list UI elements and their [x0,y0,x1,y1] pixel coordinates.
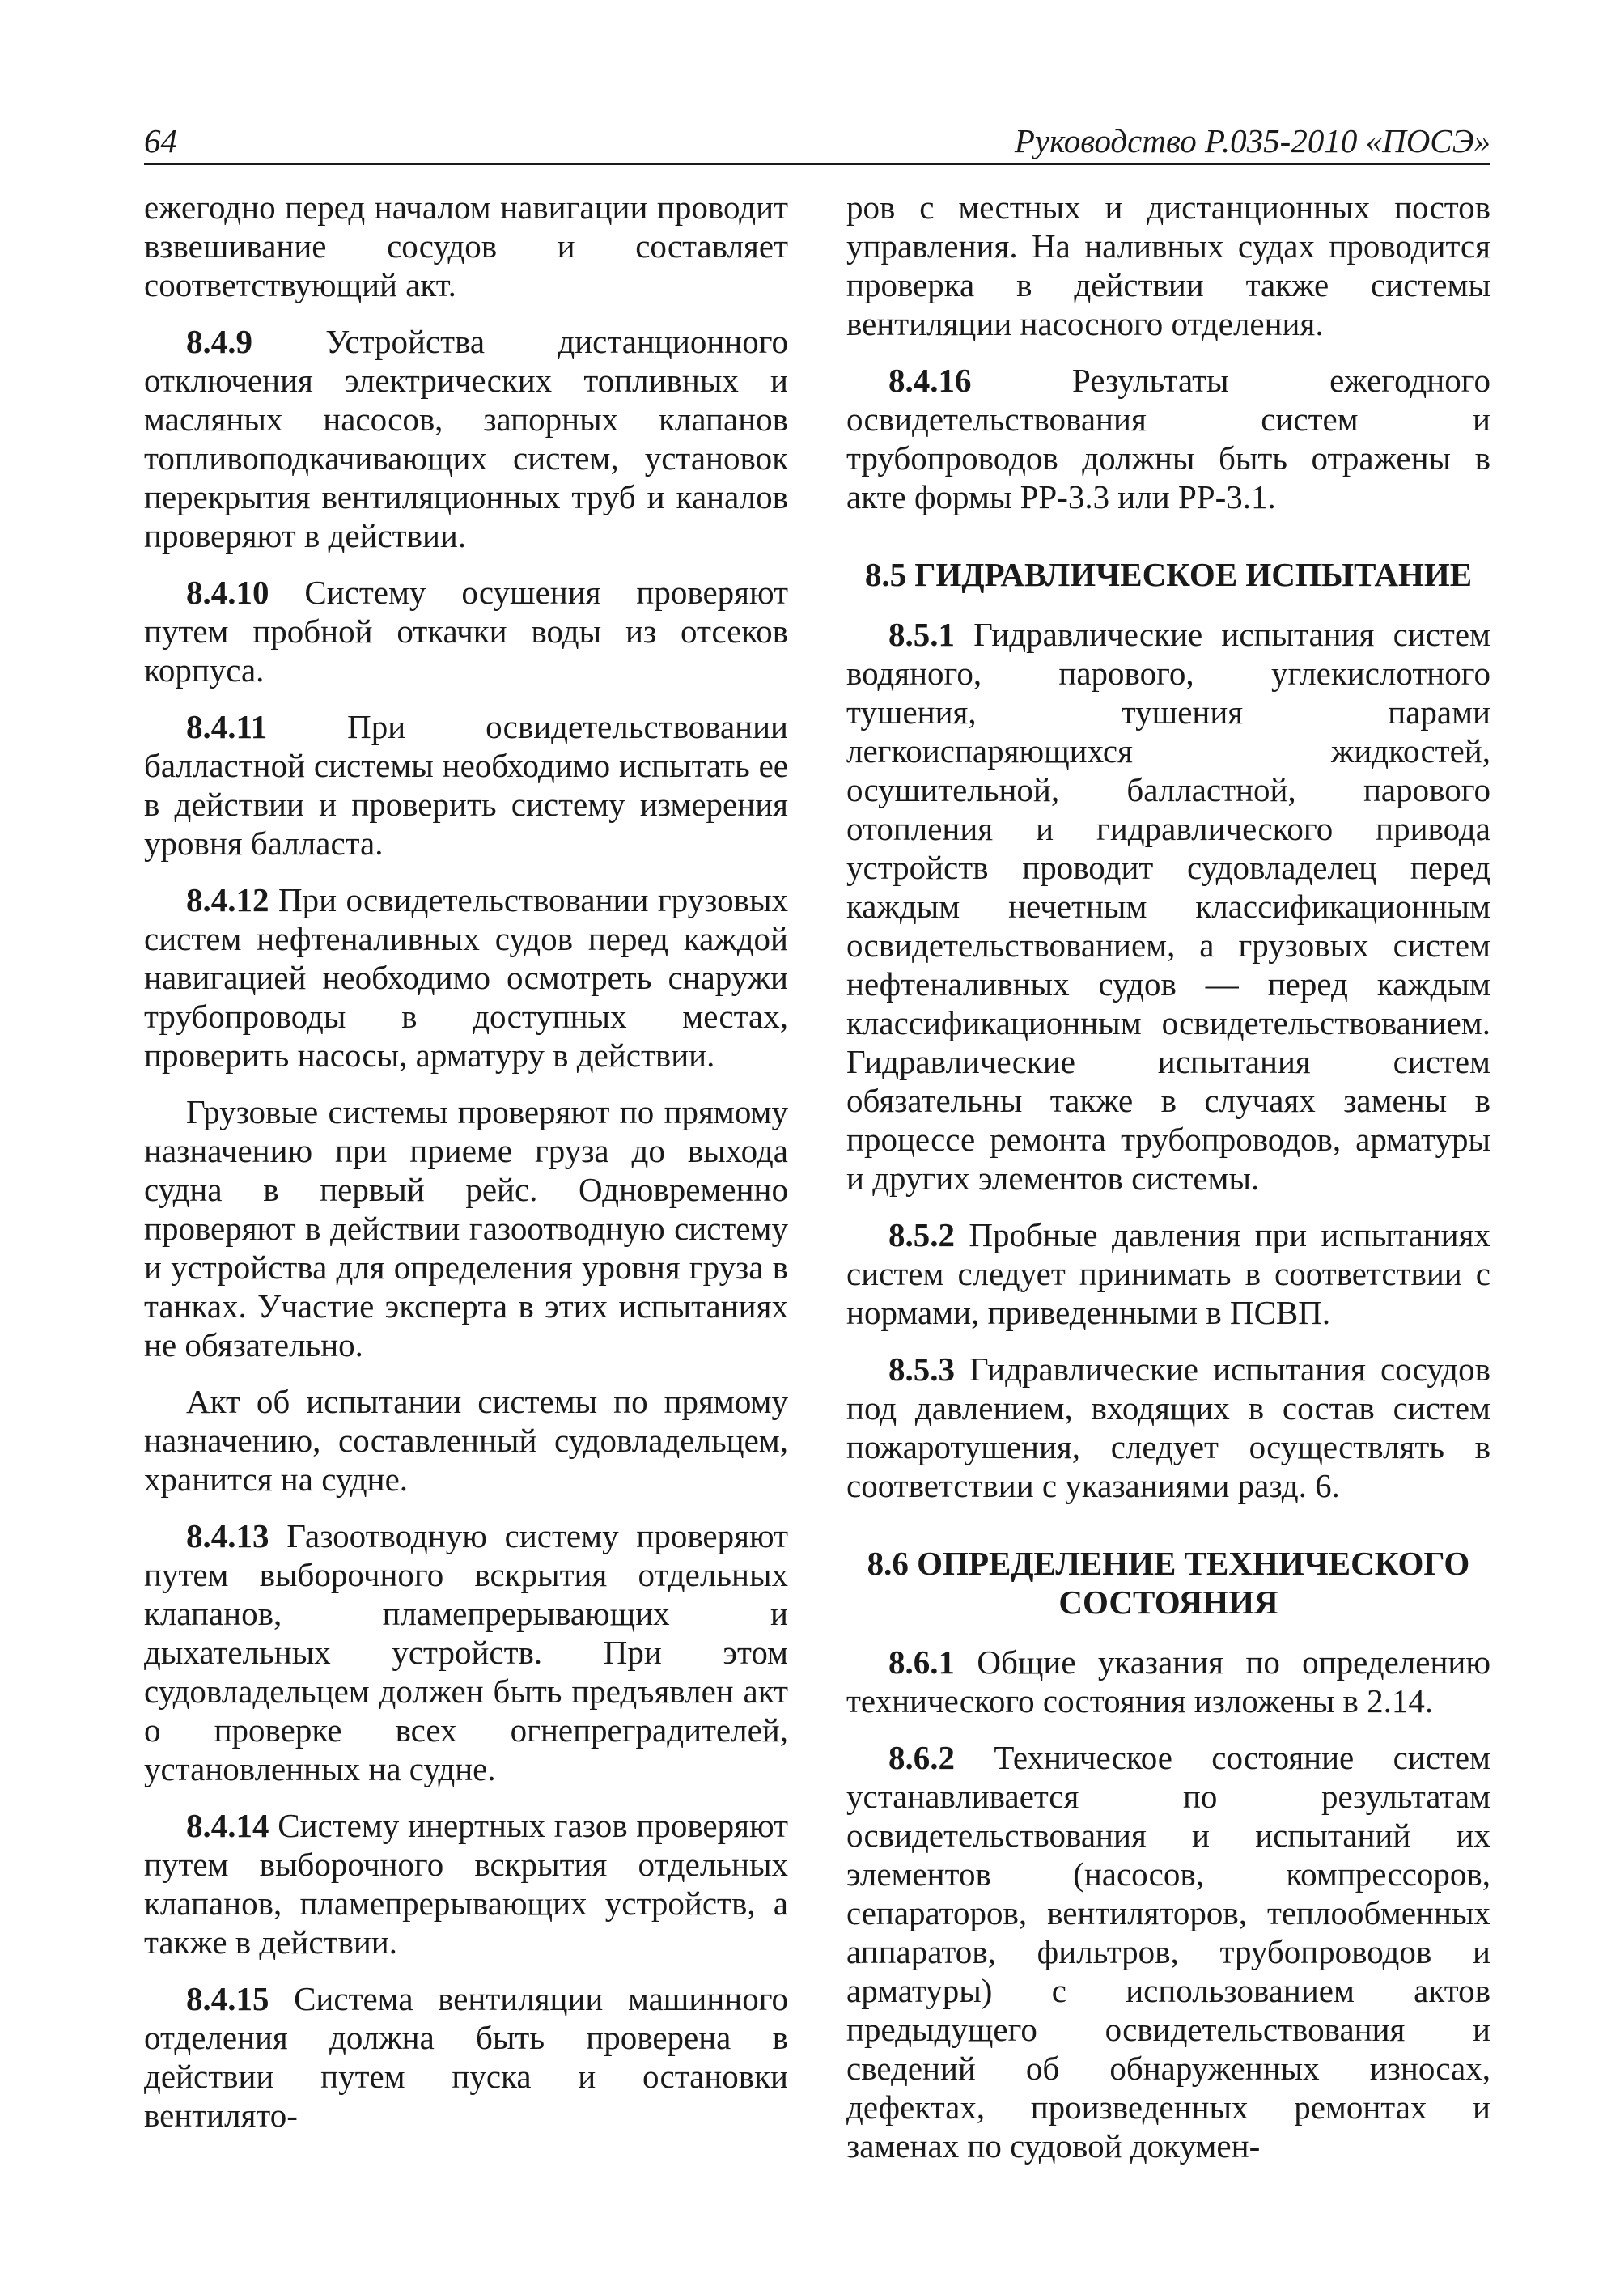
left-column [144,188,788,2152]
section-heading-8-5: 8.5 ГИДРАВЛИЧЕСКОЕ ИСПЫТАНИЕ [864,556,1473,593]
clause-number: 8.4.10 [186,574,269,611]
paragraph-8-4-13: 8.4.13 Газоотводную систему проверяют путем выборочного вскрытия отдельных клапанов, пламепрерывающих и дыхательных устройств. При этом судовладельцем должен быть предъявлен акт о проверке всех огнепреградителей, установленных на судне. [144,1517,788,1787]
paragraph: Акт об испытании системы по прямому назначению, составленный судовладельцем, хранится на судне. [144,1383,788,1498]
paragraph-8-5-2: 8.5.2 Пробные давления при испытаниях систем следует принимать в соответствии с нормами, приведенными в ПСВП. [846,1216,1490,1331]
header-rule [144,163,1490,165]
clause-number: 8.4.13 [186,1517,269,1554]
clause-number: 8.4.14 [186,1807,269,1844]
paragraph-8-4-10: 8.4.10 Систему осушения проверяют путем пробной откачки воды из отсеков корпуса. [144,574,789,689]
page-number: 64 [144,122,177,159]
section-heading-8-6: 8.6 ОПРЕДЕЛЕНИЕ ТЕХНИЧЕСКОГО СОСТОЯНИЯ [867,1545,1470,1621]
paragraph: Грузовые системы проверяют по прямому назначению при приеме груза до выхода судна в первый рейс. Одновременно проверяют в действии газоотводную систему и устройства для определения уровня груза в танках. Участие эксперта в этих испытаниях не обязательно. [144,1093,788,1363]
clause-number: 8.4.11 [186,708,268,745]
clause-number: 8.4.15 [186,1980,269,2017]
paragraph-8-4-16: 8.4.16 Результаты ежегодного освидетельствования систем и трубопроводов должны быть отражены в акте формы РР-3.3 или РР-3.1. [846,362,1490,515]
running-title: Руководство Р.035-2010 «ПОСЭ» [1014,122,1490,159]
clause-number: 8.5.3 [888,1351,955,1388]
paragraph-8-5-1: 8.5.1 Гидравлические испытания систем водяного, парового, углекислотного тушения, тушения парами легкоиспаряющихся жидкостей, осушительной, балластной, парового отопления и гидравлического привода устройств проводит судовладелец перед каждым нечетным классификационным освидетельствованием, а грузовых систем нефтеналивных судов — перед каждым классификационным освидетельствованием. Гидравлические испытания систем обязательны также в случаях замены в процессе ремонта трубопроводов, арматуры и других элементов системы. [846,616,1490,1197]
page-header [144,120,1490,162]
paragraph: ежегодно перед началом навигации проводит взвешивание сосудов и составляет соответствующий акт. [144,189,788,303]
paragraph: ров с местных и дистанционных постов управления. На наливных судах проводится проверка в действии также системы вентиляции насосного отделения. [846,189,1490,342]
clause-number: 8.4.16 [888,362,972,399]
paragraph-8-4-15: 8.4.15 Система вентиляции машинного отделения должна быть проверена в действии путем пуска и остановки вентилято- [144,1980,789,2134]
right-column [846,188,1490,2183]
paragraph-8-5-3: 8.5.3 Гидравлические испытания сосудов под давлением, входящих в состав систем пожаротушения, следует осуществлять в соответствии с указаниями разд. 6. [846,1351,1490,1504]
clause-number: 8.4.9 [186,323,252,360]
clause-number: 8.6.2 [888,1739,955,1776]
paragraph-8-4-11: 8.4.11 При освидетельствовании балластной системы необходимо испытать ее в действии и проверить систему измерения уровня балласта. [144,708,788,862]
clause-number: 8.5.2 [888,1216,955,1253]
clause-number: 8.6.1 [888,1643,955,1681]
paragraph-8-6-1: 8.6.1 Общие указания по определению технического состояния изложены в 2.14. [846,1643,1490,1719]
paragraph-8-4-14: 8.4.14 Систему инертных газов проверяют путем выборочного вскрытия отдельных клапанов, пламепрерывающих устройств, а также в действии. [144,1807,788,1961]
paragraph-8-6-2: 8.6.2 Техническое состояние систем устанавливается по результатам освидетельствования и испытаний их элементов (насосов, компрессоров, сепараторов, вентиляторов, теплообменных аппаратов, фильтров, трубопроводов и арматуры) с использованием актов предыдущего освидетельствования и сведений об обнаруженных износах, дефектах, произведенных ремонтах и заменах по судовой докумен- [846,1739,1491,2165]
paragraph-8-4-12: 8.4.12 При освидетельствовании грузовых систем нефтеналивных судов перед каждой навигацией необходимо осмотреть снаружи трубопроводы в доступных местах, проверить насосы, арматуру в действии. [144,881,789,1074]
paragraph-8-4-9: 8.4.9 Устройства дистанционного отключения электрических топливных и масляных насосов, запорных клапанов топливоподкачивающих систем, установок перекрытия вентиляционных труб и каналов проверяют в действии. [144,323,788,554]
clause-number: 8.5.1 [888,616,955,653]
clause-number: 8.4.12 [186,881,269,918]
